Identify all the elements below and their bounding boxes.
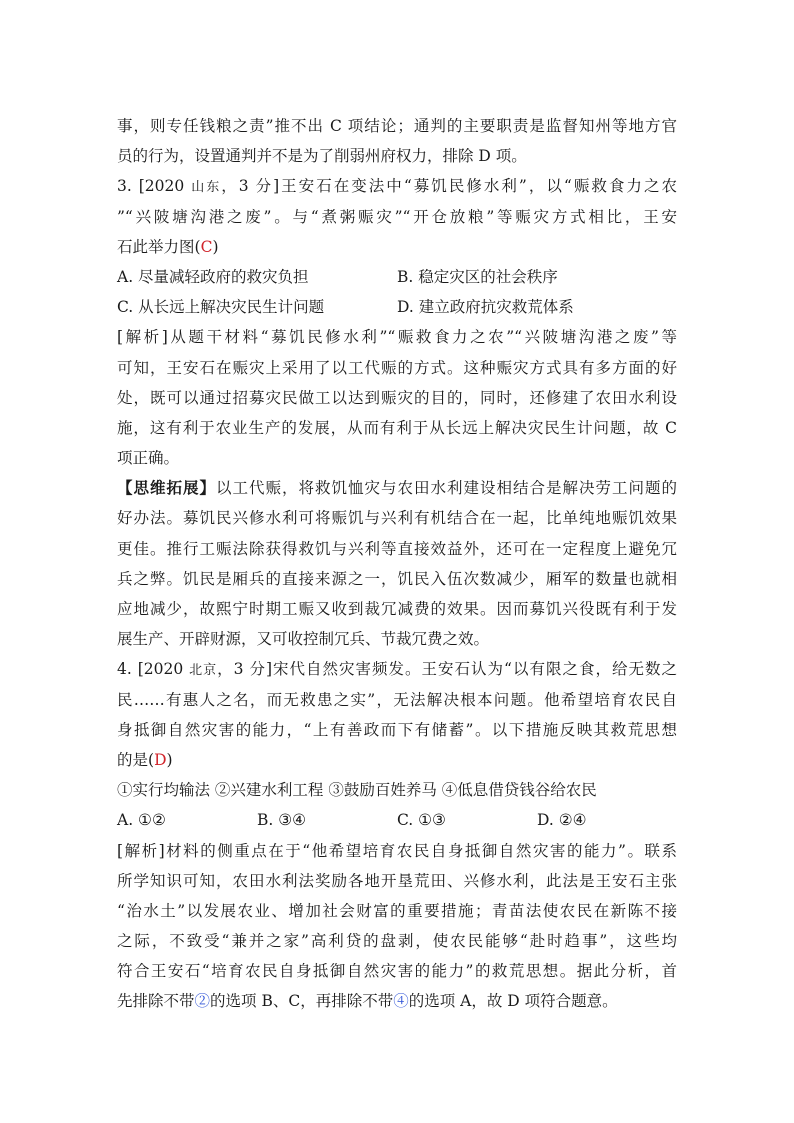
- measure-items: ①实行均输法 ②兴建水利工程 ③鼓励百姓养马 ④低息借贷钱谷给农民: [117, 781, 597, 800]
- paragraph-line: 事，则专任钱粮之责”推不出 C 项结论；通判的主要职责是监督知州等地方官: [117, 117, 677, 135]
- question-source-tag: 北京: [189, 663, 218, 679]
- analysis-line: 处，既可以通过招募灾民做工以达到赈灾的目的，同时，还修建了农田水利设: [117, 388, 677, 407]
- option-d: D. ②④: [537, 811, 587, 830]
- paragraph-line: 兵之弊。饥民是厢兵的直接来源之一，饥民入伍次数减少，厢军的数量也就相: [117, 569, 677, 588]
- analysis-line: 符合王安石“培育农民自身抵御自然灾害的能力”的救荒思想。据此分析，首: [117, 962, 677, 981]
- analysis-line: 所学知识可知，农田水利法奖励各地开垦荒田、兴修水利，此法是王安石主张: [117, 871, 677, 890]
- paragraph-line: 好办法。募饥民兴修水利可将赈饥与兴利有机结合在一起，比单纯地赈饥效果: [117, 509, 677, 528]
- paragraph-line: 展生产、开辟财源，又可收控制冗兵、节裁冗费之效。: [117, 630, 490, 649]
- answer-letter: C: [200, 237, 213, 256]
- paragraph-line: 民……有惠人之名，而无救患之实”，无法解决根本问题。他希望培育农民自: [117, 690, 677, 709]
- option-d: D. 建立政府抗灾救荒体系: [397, 298, 574, 317]
- analysis-line: [解析]从题干材料“募饥民修水利”“赈救食力之农”“兴陂塘沟港之废”等: [117, 328, 677, 347]
- analysis-line: 先排除不带②的选项 B、C，再排除不带④的选项 A，故 D 项符合题意。: [117, 992, 618, 1011]
- analysis-line: 之际，不致受“兼并之家”高利贷的盘剥，使农民能够“赴时趋事”，这些均: [117, 932, 677, 951]
- question-source-tag: 山东: [191, 180, 222, 196]
- paragraph-line: 员的行为，设置通判并不是为了削弱州府权力，排除 D 项。: [117, 147, 527, 166]
- thinking-expansion-heading-line: 【思维拓展】以工代赈，将救饥恤灾与农田水利建设相结合是解决劳工问题的: [117, 478, 677, 498]
- thinking-expansion-heading: 【思维拓展】: [117, 478, 216, 498]
- options-row: [117, 262, 677, 292]
- analysis-line: “治水土”以发展农业、增加社会财富的重要措施；青苗法使农民在新陈不接: [117, 901, 677, 920]
- circled-number: ④: [393, 992, 409, 1011]
- option-c: C. ①③: [397, 811, 446, 830]
- analysis-line: 可知，王安石在赈灾上采用了以工代赈的方式。这种赈灾方式具有多方面的好: [117, 358, 677, 377]
- question-3-stem: 3. [2020 山东，3 分]王安石在变法中“募饥民修水利”，以“赈救食力之农: [117, 177, 677, 196]
- option-b: B. ③④: [257, 811, 307, 830]
- paragraph-line: 身抵御自然灾害的能力，“上有善政而下有储蓄”。以下措施反映其救荒思想: [117, 720, 677, 739]
- paragraph-line: ”“兴陂塘沟港之废”。与“煮粥赈灾”“开仓放粮”等赈灾方式相比，王安: [117, 207, 677, 226]
- option-c: C. 从长远上解决灾民生计问题: [117, 298, 325, 317]
- paragraph-line: 应地减少，故熙宁时期工赈又收到裁冗减费的效果。因而募饥兴役既有利于发: [117, 600, 677, 618]
- option-a: A. 尽量减轻政府的救灾负担: [117, 267, 309, 286]
- option-a: A. ①②: [117, 811, 166, 830]
- paragraph-line: 更佳。推行工赈法除获得救饥与兴利等直接效益外，还可在一定程度上避免冗: [117, 539, 677, 558]
- answer-letter: D: [154, 750, 167, 769]
- options-row: [117, 805, 677, 835]
- analysis-line: [解析]材料的侧重点在于“他希望培育农民自身抵御自然灾害的能力”。联系: [117, 841, 677, 860]
- question-3-answer-line: 石此举力图(C): [117, 237, 219, 256]
- circled-number: ②: [194, 992, 211, 1011]
- question-4-answer-line: 的是(D): [117, 750, 173, 769]
- analysis-line: 施，这有利于农业生产的发展，从而有利于从长远上解决灾民生计问题，故 C: [117, 418, 677, 437]
- document-page: [117, 111, 677, 1017]
- option-b: B. 稳定灾区的社会秩序: [397, 267, 558, 286]
- options-row: [117, 292, 677, 322]
- question-4-stem: 4. [2020 北京，3 分]宋代自然灾害频发。王安石认为“以有限之食，给无数之: [117, 660, 678, 679]
- analysis-line: 项正确。: [117, 449, 180, 468]
